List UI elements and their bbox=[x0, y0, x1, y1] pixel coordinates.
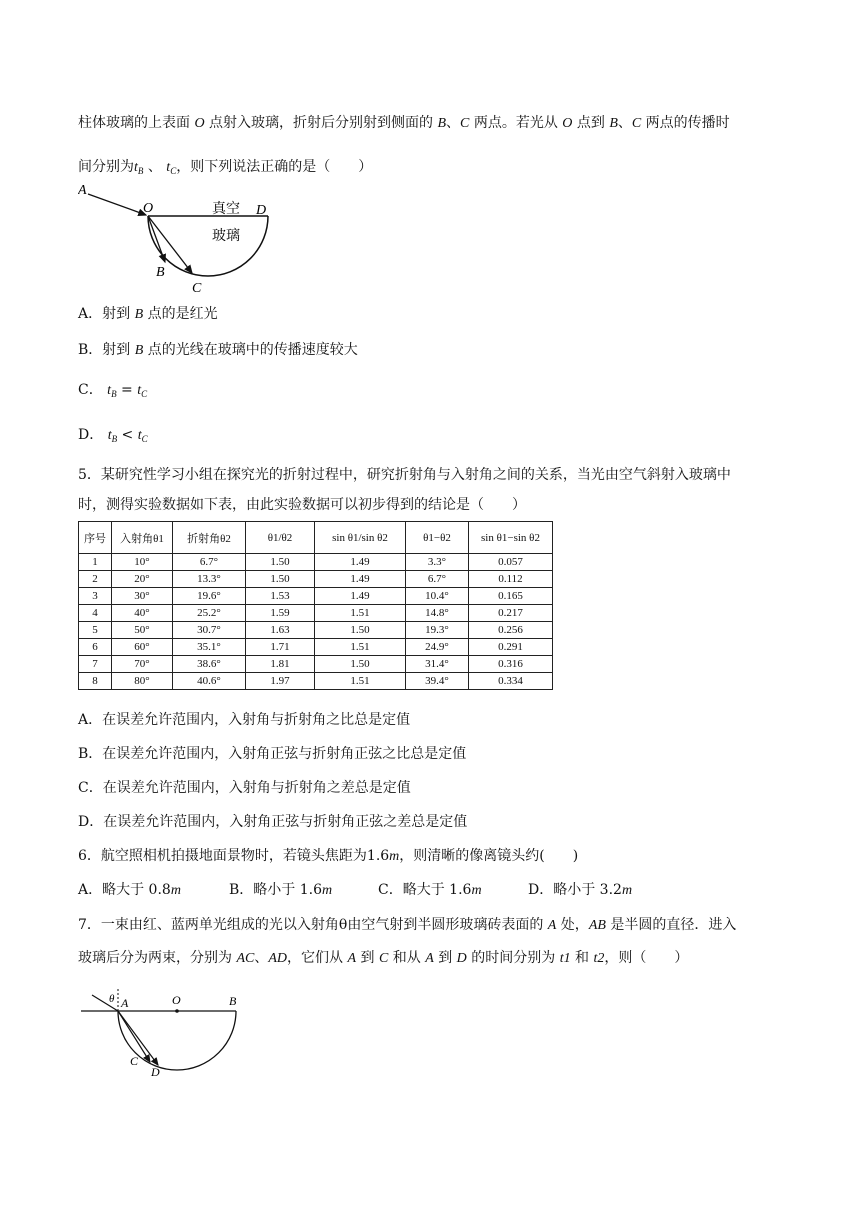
table-cell: 70° bbox=[112, 656, 173, 673]
table-header: 入射角θ1 bbox=[112, 522, 173, 554]
label-a: A bbox=[78, 183, 87, 198]
table-cell: 1.50 bbox=[315, 622, 406, 639]
table-cell: 0.256 bbox=[469, 622, 553, 639]
label-c: C bbox=[192, 281, 202, 293]
table-header: 折射角θ2 bbox=[173, 522, 246, 554]
refraction-data-table bbox=[78, 521, 553, 690]
table-row bbox=[79, 673, 553, 690]
q7-stem-line2: 玻璃后分为两束，分别为 AC、AD，它们从 A 到 C 和从 A 到 D 的时间分别为 t1 和 t2，则（ ） bbox=[78, 950, 689, 966]
q4-stem-line2: 间分别为$t_B$ 、 $t_C$，则下列说法正确的是（ ） bbox=[78, 159, 373, 176]
q4-option-c[interactable]: C． $t_B = t_C$ bbox=[78, 382, 148, 399]
table-cell: 20° bbox=[112, 571, 173, 588]
q5-option-b[interactable]: B．在误差允许范围内，入射角正弦与折射角正弦之比总是定值 bbox=[78, 746, 467, 762]
table-cell: 25.2° bbox=[173, 605, 246, 622]
table-cell: 7 bbox=[79, 656, 112, 673]
table-row bbox=[79, 554, 553, 571]
table-cell: 6.7° bbox=[406, 571, 469, 588]
table-cell: 35.1° bbox=[173, 639, 246, 656]
table-cell: 30.7° bbox=[173, 622, 246, 639]
table-row bbox=[79, 571, 553, 588]
table-cell: 0.217 bbox=[469, 605, 553, 622]
q4-stem-line1: 柱体玻璃的上表面 O 点射入玻璃，折射后分别射到侧面的 B、C 两点。若光从 O 点到 B、C 两点的传播时 bbox=[78, 115, 730, 131]
q6-option-c[interactable]: C．略大于 1.6m bbox=[378, 882, 482, 898]
table-cell: 0.291 bbox=[469, 639, 553, 656]
q6-stem: 6．航空照相机拍摄地面景物时，若镜头焦距为1.6m，则清晰的像离镜头约( ) bbox=[78, 848, 579, 864]
table-cell: 19.6° bbox=[173, 588, 246, 605]
label-glass: 玻璃 bbox=[212, 229, 240, 244]
table-cell: 4 bbox=[79, 605, 112, 622]
table-cell: 1.51 bbox=[315, 673, 406, 690]
table-cell: 1.51 bbox=[315, 605, 406, 622]
q6-option-a[interactable]: A．略大于 0.8m bbox=[78, 882, 181, 898]
figure-semicircle-glass-1 bbox=[78, 178, 278, 293]
table-cell: 1.50 bbox=[315, 656, 406, 673]
q5-stem-line2: 时，测得实验数据如下表，由此实验数据可以初步得到的结论是（ ） bbox=[78, 497, 526, 513]
table-row bbox=[79, 588, 553, 605]
q5-option-d[interactable]: D．在误差允许范围内，入射角正弦与折射角正弦之差总是定值 bbox=[78, 814, 468, 830]
label-c: C bbox=[130, 1054, 139, 1068]
table-cell: 60° bbox=[112, 639, 173, 656]
table-cell: 6.7° bbox=[173, 554, 246, 571]
table-cell: 50° bbox=[112, 622, 173, 639]
table-cell: 40° bbox=[112, 605, 173, 622]
q5-option-a[interactable]: A．在误差允许范围内，入射角与折射角之比总是定值 bbox=[78, 712, 411, 728]
label-vacuum: 真空 bbox=[212, 202, 240, 217]
center-o bbox=[175, 1009, 179, 1013]
table-header-row bbox=[79, 522, 553, 554]
table-cell: 10.4° bbox=[406, 588, 469, 605]
table-cell: 1.59 bbox=[246, 605, 315, 622]
table-row bbox=[79, 656, 553, 673]
table-cell: 14.8° bbox=[406, 605, 469, 622]
label-d: D bbox=[151, 1065, 160, 1079]
table-header: 序号 bbox=[79, 522, 112, 554]
q4-option-d[interactable]: D． $t_B < t_C$ bbox=[78, 427, 148, 444]
table-row bbox=[79, 639, 553, 656]
q5-stem-line1: 5．某研究性学习小组在探究光的折射过程中，研究折射角与入射角之间的关系，当光由空气斜射入玻璃中 bbox=[78, 467, 731, 483]
label-b: B bbox=[229, 994, 237, 1008]
table-cell: 0.057 bbox=[469, 554, 553, 571]
table-cell: 1.81 bbox=[246, 656, 315, 673]
table-cell: 0.112 bbox=[469, 571, 553, 588]
q5-option-c[interactable]: C．在误差允许范围内，入射角与折射角之差总是定值 bbox=[78, 780, 411, 796]
table-cell: 40.6° bbox=[173, 673, 246, 690]
table-cell: 1.97 bbox=[246, 673, 315, 690]
table-cell: 1.49 bbox=[315, 571, 406, 588]
label-b: B bbox=[156, 265, 165, 280]
table-cell: 24.9° bbox=[406, 639, 469, 656]
table-cell: 1.50 bbox=[246, 554, 315, 571]
table-cell: 39.4° bbox=[406, 673, 469, 690]
table-cell: 3 bbox=[79, 588, 112, 605]
q4-option-a[interactable]: A．射到 B 点的是红光 bbox=[78, 306, 218, 322]
label-o: O bbox=[143, 201, 154, 216]
label-theta: θ bbox=[109, 993, 115, 1005]
table-cell: 1.51 bbox=[315, 639, 406, 656]
refracted-ray-b bbox=[148, 216, 165, 262]
table-header: θ1/θ2 bbox=[246, 522, 315, 554]
table-header: sin θ1−sin θ2 bbox=[469, 522, 553, 554]
q7-stem-line1: 7．一束由红、蓝两单光组成的光以入射角θ由空气射到半圆形玻璃砖表面的 A 处，AB 是半圆的直径．进入 bbox=[78, 917, 737, 933]
label-a: A bbox=[121, 996, 129, 1010]
q6-option-d[interactable]: D．略小于 3.2m bbox=[528, 882, 633, 898]
table-cell: 19.3° bbox=[406, 622, 469, 639]
q6-option-b[interactable]: B．略小于 1.6m bbox=[229, 882, 333, 898]
table-cell: 2 bbox=[79, 571, 112, 588]
table-header: θ1−θ2 bbox=[406, 522, 469, 554]
table-cell: 31.4° bbox=[406, 656, 469, 673]
table-cell: 30° bbox=[112, 588, 173, 605]
label-d: D bbox=[256, 203, 267, 218]
table-cell: 0.165 bbox=[469, 588, 553, 605]
table-cell: 38.6° bbox=[173, 656, 246, 673]
table-cell: 1.53 bbox=[246, 588, 315, 605]
table-cell: 1.63 bbox=[246, 622, 315, 639]
table-cell: 13.3° bbox=[173, 571, 246, 588]
table-row bbox=[79, 605, 553, 622]
table-cell: 1 bbox=[79, 554, 112, 571]
table-cell: 1.71 bbox=[246, 639, 315, 656]
table-cell: 8 bbox=[79, 673, 112, 690]
table-cell: 3.3° bbox=[406, 554, 469, 571]
incident-ray bbox=[88, 194, 146, 215]
table-cell: 0.316 bbox=[469, 656, 553, 673]
table-cell: 10° bbox=[112, 554, 173, 571]
table-cell: 1.50 bbox=[246, 571, 315, 588]
q4-option-b[interactable]: B．射到 B 点的光线在玻璃中的传播速度较大 bbox=[78, 342, 358, 358]
table-header: sin θ1/sin θ2 bbox=[315, 522, 406, 554]
table-cell: 80° bbox=[112, 673, 173, 690]
label-o: O bbox=[172, 993, 181, 1007]
table-cell: 1.49 bbox=[315, 588, 406, 605]
table-cell: 0.334 bbox=[469, 673, 553, 690]
table-cell: 1.49 bbox=[315, 554, 406, 571]
table-row bbox=[79, 622, 553, 639]
figure-semicircle-glass-2 bbox=[78, 985, 253, 1080]
table-cell: 6 bbox=[79, 639, 112, 656]
table-cell: 5 bbox=[79, 622, 112, 639]
